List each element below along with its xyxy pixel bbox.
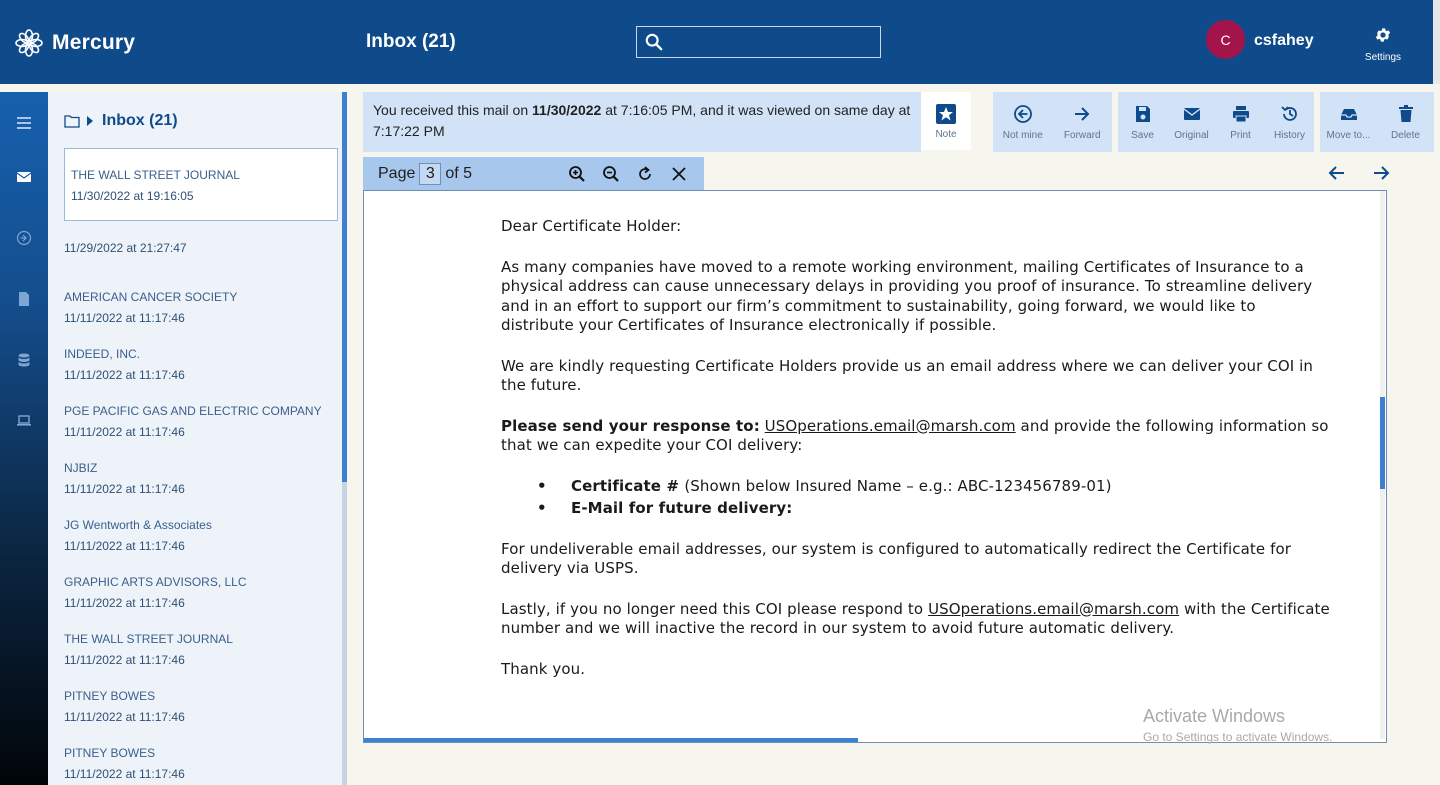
mail-date: 11/11/2022 at 11:17:46 xyxy=(64,368,185,382)
toolbar-group-manage xyxy=(1320,92,1434,152)
arrow-right-icon xyxy=(1072,104,1092,124)
document-icon[interactable] xyxy=(0,284,48,314)
mail-item[interactable] xyxy=(48,735,342,785)
mail-date: 11/29/2022 at 21:27:47 xyxy=(64,241,187,255)
envelope-icon xyxy=(1182,104,1202,124)
letter-content xyxy=(501,217,1331,700)
mail-list xyxy=(48,148,342,785)
viewer-horizontal-scrollbar[interactable] xyxy=(364,738,858,742)
document-viewer[interactable] xyxy=(363,190,1387,743)
rotate-icon[interactable] xyxy=(636,165,654,183)
mail-sender: PGE PACIFIC GAS AND ELECTRIC COMPANY xyxy=(64,404,322,418)
required-info-list xyxy=(571,477,1331,519)
mail-sender: NJBIZ xyxy=(64,461,98,475)
menu-icon[interactable] xyxy=(0,108,48,138)
paragraph-3 xyxy=(501,417,1331,456)
paragraph-5 xyxy=(501,600,1331,639)
app-header xyxy=(0,0,1440,84)
mail-item-selected[interactable] xyxy=(64,148,338,221)
notice-prefix: You received this mail on xyxy=(373,102,533,118)
mail-sender: AMERICAN CANCER SOCIETY xyxy=(64,290,238,304)
database-icon[interactable] xyxy=(0,345,48,375)
print-button[interactable] xyxy=(1216,92,1265,152)
received-notice xyxy=(363,92,921,152)
sidebar-scroll-thumb[interactable] xyxy=(342,92,347,482)
back-circle-icon xyxy=(1013,104,1033,124)
caret-right-icon xyxy=(86,114,94,128)
paragraph-3-rest: and provide the following information so that we can expedite your COI delivery: xyxy=(501,416,1329,454)
windows-activation-watermark xyxy=(1143,706,1332,744)
app-name: Mercury xyxy=(52,31,136,54)
settings-button[interactable] xyxy=(1362,26,1404,65)
move-to-button[interactable] xyxy=(1324,92,1374,152)
mail-date: 11/11/2022 at 11:17:46 xyxy=(64,653,185,667)
paragraph-2: We are kindly requesting Certificate Holders provide us an email address where we can deliver your COI in the future. xyxy=(501,356,1314,394)
forward-button[interactable] xyxy=(1057,92,1107,152)
search-icon xyxy=(645,33,663,51)
page-tools xyxy=(568,165,688,183)
next-page-icon[interactable] xyxy=(1372,164,1390,182)
folder-header[interactable] xyxy=(64,112,178,130)
paragraph-5-rest: with the Certificate number and we will inactive the record in our system to avoid future automatic delivery. xyxy=(501,599,1330,637)
previous-page-icon[interactable] xyxy=(1328,164,1346,182)
original-label: Original xyxy=(1174,129,1209,141)
mail-sender: PITNEY BOWES xyxy=(64,689,156,703)
mail-item[interactable] xyxy=(48,564,342,621)
gear-icon xyxy=(1374,26,1392,44)
mail-date: 11/11/2022 at 11:17:46 xyxy=(64,767,185,781)
page-count: of 5 xyxy=(445,164,473,182)
toolbar-group-route xyxy=(993,92,1112,152)
response-heading: Please send your response to: xyxy=(501,416,760,435)
mail-sender: THE WALL STREET JOURNAL xyxy=(64,632,233,646)
not-mine-button[interactable] xyxy=(998,92,1048,152)
email-link[interactable]: USOperations.email@marsh.com xyxy=(928,599,1180,618)
salutation: Dear Certificate Holder: xyxy=(501,217,682,235)
mail-date: 11/11/2022 at 11:17:46 xyxy=(64,425,185,439)
forward-label: Forward xyxy=(1063,129,1101,141)
notice-date: 11/30/2022 xyxy=(532,102,602,118)
mail-date: 11/11/2022 at 11:17:46 xyxy=(64,596,185,610)
mercury-logo-icon xyxy=(14,28,44,58)
mail-date: 11/11/2022 at 11:17:46 xyxy=(64,539,185,553)
inbox-tray-icon xyxy=(1339,104,1359,124)
mail-item[interactable] xyxy=(48,336,342,393)
page-navigation xyxy=(1328,164,1390,182)
floppy-icon xyxy=(1133,104,1153,124)
mail-item[interactable] xyxy=(48,507,342,564)
paragraph-5-start: Lastly, if you no longer need this COI please respond to xyxy=(501,599,924,618)
settings-label: Settings xyxy=(1364,52,1402,63)
watermark-subtitle: Go to Settings to activate Windows. xyxy=(1143,730,1333,744)
history-button[interactable] xyxy=(1265,92,1314,152)
delete-label: Delete xyxy=(1391,129,1420,141)
mail-item[interactable] xyxy=(48,393,342,450)
avatar[interactable]: C xyxy=(1206,20,1245,59)
mail-item[interactable] xyxy=(48,621,342,678)
laptop-icon[interactable] xyxy=(0,406,48,436)
print-label: Print xyxy=(1230,129,1251,141)
watermark-title: Activate Windows xyxy=(1143,706,1286,726)
mail-date: 11/11/2022 at 11:17:46 xyxy=(64,311,185,325)
search-input[interactable] xyxy=(669,35,869,50)
mail-date: 11/30/2022 at 19:16:05 xyxy=(71,189,194,203)
nav-rail xyxy=(0,92,48,785)
mail-item[interactable] xyxy=(48,221,342,279)
closing: Thank you. xyxy=(501,659,586,678)
bullet-1-rest: (Shown below Insured Name – e.g.: ABC-123456789-01) xyxy=(684,476,1112,495)
page-title: Inbox (21) xyxy=(366,31,456,52)
close-icon[interactable] xyxy=(670,165,688,183)
mail-item[interactable] xyxy=(48,279,342,336)
page-scrollbar[interactable] xyxy=(1433,0,1440,84)
save-label: Save xyxy=(1131,129,1154,141)
history-label: History xyxy=(1273,129,1306,141)
history-icon xyxy=(1280,104,1300,124)
note-button[interactable] xyxy=(921,92,971,150)
move-to-label: Move to... xyxy=(1326,129,1371,141)
paragraph-4: For undeliverable email addresses, our system is configured to automatically redirect the Certificate for delivery via USPS. xyxy=(501,539,1291,577)
folder-icon xyxy=(64,114,80,128)
page-number-input[interactable]: 3 xyxy=(419,163,441,185)
page-controls xyxy=(363,157,704,190)
mail-sidebar xyxy=(48,92,342,785)
email-link[interactable]: USOperations.email@marsh.com xyxy=(764,416,1016,435)
mail-date: 11/11/2022 at 11:17:46 xyxy=(64,710,185,724)
delete-button[interactable] xyxy=(1381,92,1431,152)
zoom-out-icon[interactable] xyxy=(602,165,620,183)
mail-date: 11/11/2022 at 11:17:46 xyxy=(64,482,185,496)
note-label: Note xyxy=(935,128,957,140)
paragraph-1: As many companies have moved to a remote working environment, mailing Certificates of Insurance to a physical address can cause unnecessary delays in providing you proof of insurance. To streamline delivery and in an effort to support our firm’s commitment to sustainability, going forward, we would like to distribute your Certificates of Insurance electronically if possible. xyxy=(501,257,1313,334)
list-item: • E-Mail for future delivery: xyxy=(571,499,1331,519)
mail-sender: JG Wentworth & Associates xyxy=(64,518,212,532)
mail-sender: PITNEY BOWES xyxy=(64,746,156,760)
bullet-1-bold: Certificate # xyxy=(571,476,680,495)
zoom-in-icon[interactable] xyxy=(568,165,586,183)
forward-circle-icon[interactable] xyxy=(0,223,48,253)
folder-title: Inbox (21) xyxy=(102,112,178,129)
mail-sender: INDEED, INC. xyxy=(64,347,141,361)
printer-icon xyxy=(1231,104,1251,124)
list-item xyxy=(571,477,1331,497)
viewer-scroll-thumb[interactable] xyxy=(1380,397,1385,489)
mail-item[interactable] xyxy=(48,678,342,735)
star-note-icon xyxy=(935,103,957,125)
not-mine-label: Not mine xyxy=(1002,129,1043,141)
page-word: Page xyxy=(378,164,416,182)
username[interactable]: csfahey xyxy=(1254,32,1314,49)
mail-item[interactable] xyxy=(48,450,342,507)
notice-rest: at 7:16:05 PM, and it was viewed on same day at 7:17:22 PM xyxy=(373,102,911,139)
search-box[interactable] xyxy=(636,26,881,58)
mail-icon[interactable] xyxy=(0,162,48,192)
app-logo[interactable] xyxy=(14,28,135,58)
save-button[interactable] xyxy=(1118,92,1167,152)
mail-sender: THE WALL STREET JOURNAL xyxy=(71,168,240,182)
toolbar-group-actions xyxy=(1118,92,1314,152)
mail-sender: GRAPHIC ARTS ADVISORS, LLC xyxy=(64,575,247,589)
trash-icon xyxy=(1396,104,1416,124)
original-button[interactable] xyxy=(1167,92,1216,152)
